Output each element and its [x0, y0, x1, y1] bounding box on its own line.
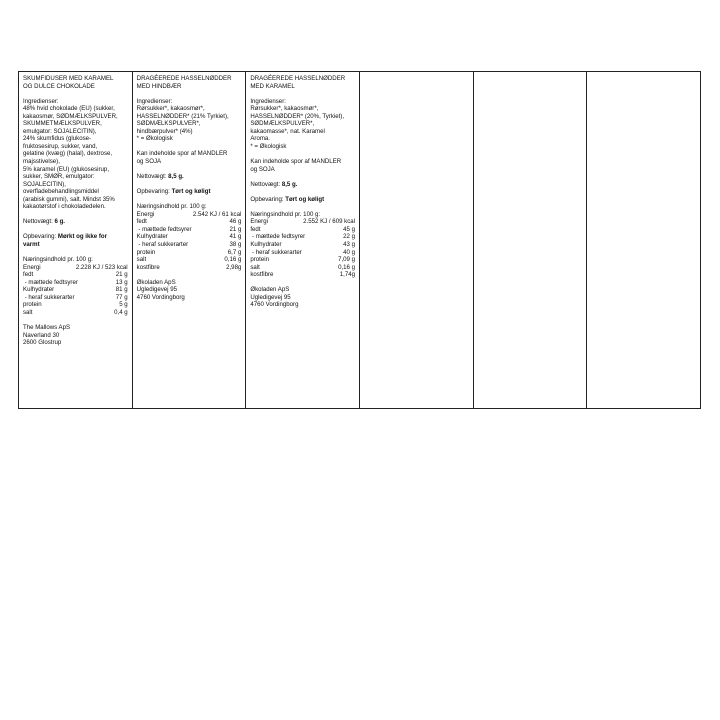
net-weight	[23, 218, 128, 226]
ingredients-line: * = Økologisk	[136, 135, 173, 143]
spacer	[23, 211, 128, 219]
nutrition-label: salt	[136, 256, 147, 264]
nutrition-label: protein	[250, 256, 269, 264]
ingredients-line: gelatine (kvæg) (halal), dextrose,	[23, 150, 113, 158]
nutrition-header: Næringsindhold pr. 100 g:	[23, 256, 93, 264]
spacer	[23, 249, 128, 257]
ingredients-line: SKUMMETMÆLKSPULVER,	[23, 120, 102, 128]
ingredients-line: Aroma.	[250, 135, 270, 143]
energy-value: 2.228 KJ / 523 kcal	[75, 263, 128, 271]
energy-row	[23, 264, 128, 272]
ingredients-line: SØDMÆLKSPULVER*,	[250, 120, 315, 128]
address-line: The Mallows ApS	[23, 324, 71, 332]
spacer	[137, 90, 242, 98]
nutrition-value: 0,4 g	[114, 308, 128, 316]
energy-label: Energi	[23, 263, 41, 271]
address-line: Naverland 30	[23, 331, 60, 339]
nutrition-value: 38 g	[229, 241, 242, 249]
nutrition-label: kostfibre	[250, 271, 274, 279]
nutrition-row	[137, 241, 242, 249]
nutrition-label: - mættede fedtsyrer	[250, 233, 306, 241]
storage	[250, 196, 355, 204]
product-title-line: MED HINDBÆR	[136, 82, 182, 90]
net-weight-label: Nettovægt:	[23, 218, 55, 226]
nutrition-label: salt	[250, 263, 260, 271]
product-column-3	[246, 72, 360, 408]
nutrition-value: 7,09 g	[338, 256, 356, 264]
spacer	[23, 90, 128, 98]
nutrition-header: Næringsindhold pr. 100 g:	[136, 203, 207, 211]
ingredients-line: Ingredienser:	[23, 97, 59, 105]
ingredients-line: kakaotørstof i chokoladedelen.	[23, 203, 106, 211]
nutrition-label: - mættede fedtsyrer	[23, 278, 78, 286]
address-line: Økoladen ApS	[250, 286, 290, 294]
nutrition-row	[250, 241, 355, 249]
storage	[137, 188, 242, 196]
spacer	[23, 226, 128, 234]
ingredients-line: hindbærpulver* (4%)	[136, 127, 193, 135]
nutrition-value: 0,16 g	[338, 263, 356, 271]
ingredients-line: kakaomasse*, nat. Karamel	[250, 127, 325, 135]
ingredients-line: Ingredienser:	[250, 97, 286, 105]
spacer	[250, 150, 355, 158]
nutrition-row	[137, 226, 242, 234]
nutrition-row	[23, 279, 128, 287]
storage-value: Mørkt og ikke for	[57, 233, 107, 241]
empty-column-4	[360, 72, 474, 408]
product-title-line: OG DULCE CHOKOLADE	[23, 82, 95, 90]
ingredients-line: majsstivelse),	[23, 158, 60, 166]
address-line: Økoladen ApS	[136, 278, 176, 286]
nutrition-value: 0,16 g	[224, 256, 242, 264]
net-weight	[250, 181, 355, 189]
storage-value: Tørt og køligt	[171, 188, 211, 196]
net-weight-label: Nettovægt:	[136, 173, 169, 181]
address-line: 4760 Vordingborg	[136, 293, 185, 301]
ingredients-line: fruktosesirup, sukker, vand,	[23, 142, 98, 150]
nutrition-value: 2,98g	[226, 263, 242, 271]
nutrition-row	[23, 301, 128, 309]
storage	[23, 233, 128, 241]
net-weight-label: Nettovægt:	[250, 180, 282, 188]
nutrition-row	[250, 226, 355, 234]
nutrition-label: fedt	[250, 225, 261, 233]
net-weight	[137, 173, 242, 181]
spacer	[137, 181, 242, 189]
storage-value: varmt	[23, 241, 40, 249]
nutrition-row	[250, 249, 355, 257]
nutrition-row	[137, 218, 242, 226]
nutrition-row	[137, 256, 242, 264]
address-line: 4760 Vordingborg	[250, 301, 299, 309]
ingredients-line: Rørsukker*, kakaosmør*,	[250, 105, 319, 113]
nutrition-value: 22 g	[343, 233, 356, 241]
nutrition-label: fedt	[136, 218, 147, 226]
ingredients-line: HASSELNØDDER* (20%, Tyrkiet),	[250, 112, 345, 120]
nutrition-row	[250, 264, 355, 272]
net-weight-value: 8,5 g.	[281, 180, 298, 188]
nutrition-header: Næringsindhold pr. 100 g:	[250, 210, 321, 218]
allergy-line: Kan indeholde spor af MANDLER	[250, 158, 342, 166]
product-title-line: DRAGÉEREDE HASSELNØDDER	[250, 75, 346, 82]
nutrition-label: salt	[23, 308, 33, 316]
ingredients-line: 24% skumfidus (glukose-	[23, 135, 92, 143]
nutrition-row	[137, 264, 242, 272]
nutrition-value: 13 g	[115, 278, 128, 286]
ingredients-line: Rørsukker*, kakaosmør*,	[136, 105, 205, 113]
energy-label: Energi	[136, 210, 155, 218]
label-sheet	[18, 71, 701, 409]
allergy-line: og SOJA	[250, 165, 275, 173]
spacer	[137, 166, 242, 174]
ingredients-line: SØDMÆLKSPULVER*,	[136, 120, 201, 128]
spacer	[23, 317, 128, 325]
net-weight-value: 8,5 g.	[168, 173, 184, 181]
nutrition-row	[137, 233, 242, 241]
ingredients-line: 5% karamel (EU) (glukosesirup,	[23, 165, 110, 173]
ingredients-line: kakaosmør, SØDMÆLKSPULVER,	[23, 112, 118, 120]
nutrition-value: 43 g	[343, 241, 356, 249]
nutrition-value: 40 g	[343, 248, 356, 256]
nutrition-label: Kulhydrater	[250, 241, 282, 249]
spacer	[250, 279, 355, 287]
nutrition-row	[23, 271, 128, 279]
ingredients-line: overfladebehandlingsmiddel	[23, 188, 99, 196]
energy-value: 2.542 KJ / 61 kcal	[192, 210, 242, 218]
storage-label: Opbevaring:	[136, 188, 172, 196]
ingredients-line: HASSELNØDDER* (21% Tyrkiet),	[136, 112, 229, 120]
nutrition-label: Kulhydrater	[136, 233, 168, 241]
ingredients-line: 48% hvid chokolade (EU) (sukker,	[23, 105, 115, 113]
energy-value: 2.552 KJ / 609 kcal	[303, 218, 356, 226]
ingredients-line: (arabisk gummi), salt. Mindst 35%	[23, 195, 115, 203]
nutrition-row	[250, 256, 355, 264]
empty-column-6	[587, 72, 700, 408]
spacer	[250, 188, 355, 196]
storage-label: Opbevaring:	[23, 233, 58, 241]
product-column-2	[133, 72, 247, 408]
allergy-line: Kan indeholde spor af MANDLER	[136, 150, 228, 158]
ingredients-line: sukker, SMØR, emulgator:	[23, 173, 95, 181]
spacer	[137, 196, 242, 204]
address-line: Ugledigevej 95	[136, 286, 177, 294]
address-line: 2600 Glostrup	[23, 339, 62, 347]
nutrition-label: kostfibre	[136, 263, 160, 271]
nutrition-value: 5 g	[119, 301, 128, 309]
nutrition-value: 21 g	[115, 271, 128, 279]
ingredients-line: * = Økologisk	[250, 142, 287, 150]
product-title-line: SKUMFIDUSER MED KARAMEL	[23, 75, 114, 82]
nutrition-row	[250, 271, 355, 279]
ingredients-line: Ingredienser:	[136, 97, 173, 105]
storage-label: Opbevaring:	[250, 195, 286, 203]
nutrition-label: - heraf sukkerarter	[136, 241, 189, 249]
nutrition-label: Kulhydrater	[23, 286, 55, 294]
nutrition-value: 77 g	[115, 293, 128, 301]
ingredients-line: emulgator: SOJALECITIN),	[23, 127, 97, 135]
nutrition-value: 21 g	[229, 225, 242, 233]
spacer	[250, 90, 355, 98]
nutrition-label: fedt	[23, 271, 34, 279]
nutrition-value: 1,74g	[339, 271, 356, 279]
spacer	[250, 203, 355, 211]
energy-row	[250, 218, 355, 226]
nutrition-row	[250, 233, 355, 241]
product-title-line: MED KARAMEL	[250, 82, 295, 90]
energy-row	[137, 211, 242, 219]
ingredients-line: SOJALECITIN),	[23, 180, 67, 188]
nutrition-value: 45 g	[343, 225, 356, 233]
nutrition-value: 81 g	[115, 286, 128, 294]
nutrition-label: - heraf sukkerarter	[23, 293, 75, 301]
spacer	[137, 143, 242, 151]
nutrition-value: 46 g	[229, 218, 242, 226]
nutrition-value: 6,7 g	[227, 248, 242, 256]
nutrition-row	[23, 286, 128, 294]
energy-label: Energi	[250, 218, 268, 226]
storage-value: Tørt og køligt	[285, 195, 325, 203]
address-line: Ugledigevej 95	[250, 293, 291, 301]
nutrition-value: 41 g	[229, 233, 242, 241]
nutrition-label: protein	[136, 248, 156, 256]
nutrition-label: protein	[23, 301, 42, 309]
spacer	[137, 271, 242, 279]
nutrition-row	[23, 309, 128, 317]
product-title-line: DRAGÉEREDE HASSELNØDDER	[136, 75, 232, 82]
empty-column-5	[474, 72, 588, 408]
spacer	[250, 173, 355, 181]
nutrition-row	[23, 294, 128, 302]
net-weight-value: 6 g.	[54, 218, 65, 226]
nutrition-row	[137, 249, 242, 257]
nutrition-label: - mættede fedtsyrer	[136, 225, 192, 233]
allergy-line: og SOJA	[136, 158, 162, 166]
product-column-1	[19, 72, 133, 408]
nutrition-label: - heraf sukkerarter	[250, 248, 302, 256]
